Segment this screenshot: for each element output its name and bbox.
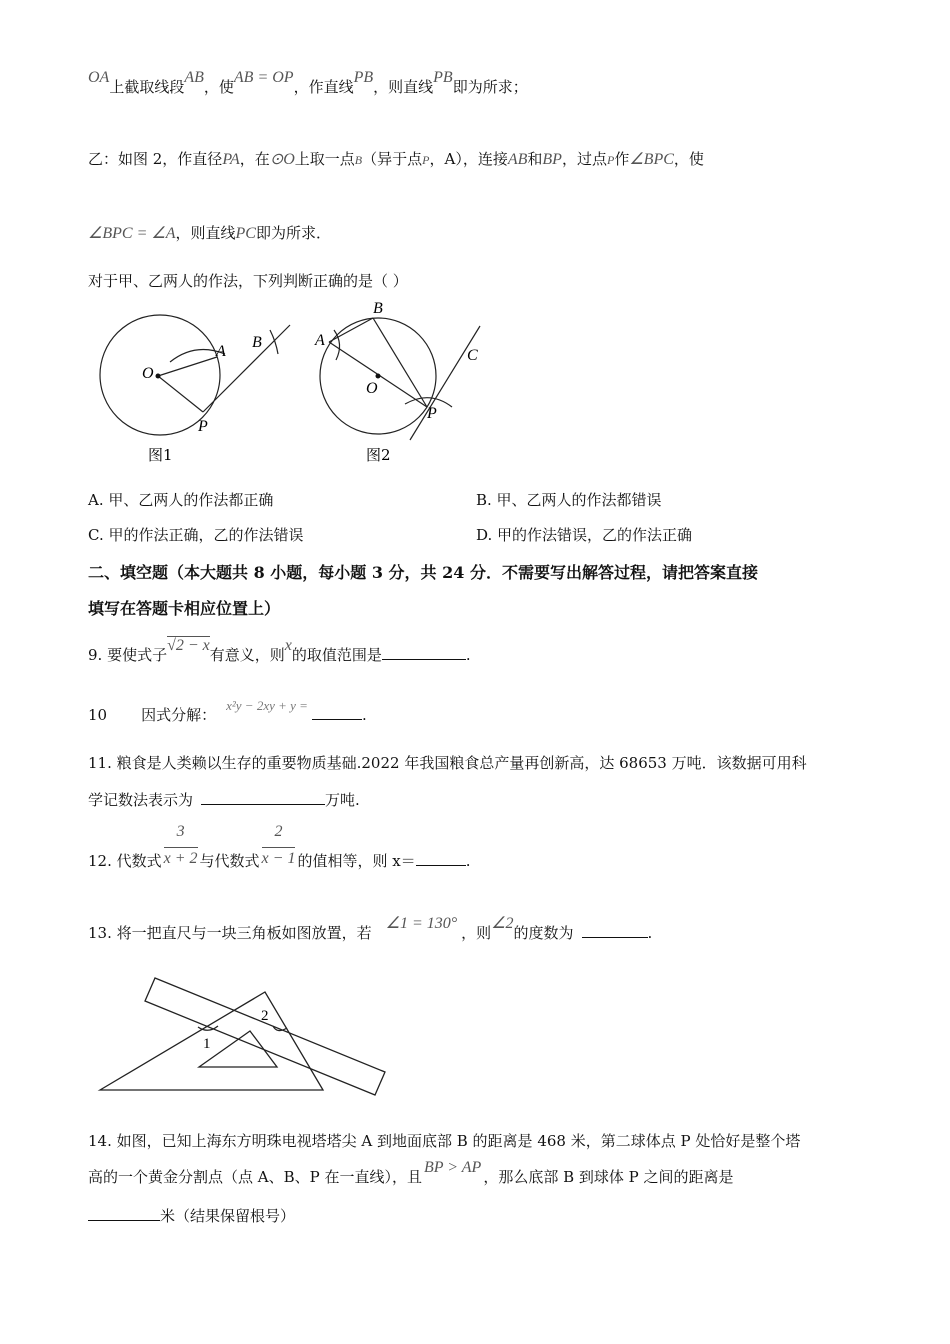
text: 9. 要使式子 (88, 646, 168, 664)
math-b: B (354, 153, 363, 167)
answer-blank-9[interactable] (382, 645, 466, 660)
arc-b (270, 330, 278, 354)
option-d[interactable]: D. 甲的作法错误，乙的作法正确 (476, 526, 693, 544)
point-o-fig1 (156, 374, 161, 379)
math-ab: AB (507, 151, 528, 168)
math-sqrt: √2 − x (167, 637, 210, 654)
answer-blank-10[interactable] (312, 705, 362, 720)
math-bp-gt-ap: BP > AP (424, 1159, 482, 1176)
text-line-1 (88, 69, 528, 97)
label-b-fig1: B (252, 334, 262, 351)
section-heading-line-2: 填写在答题卡相应位置上） (88, 599, 281, 618)
option-a[interactable]: A. 甲、乙两人的作法都正确 (88, 491, 274, 509)
text: 高的一个黄金分割点（点 A、B、P 在一直线），且 (88, 1168, 422, 1186)
text: （异于点 (362, 150, 423, 168)
answer-blank-14[interactable] (88, 1206, 160, 1221)
caption-fig2: 图2 (366, 446, 391, 464)
question-11-line-2 (88, 789, 360, 810)
math-circle-o: ⊙O (269, 151, 295, 168)
math-angle-2: ∠2 (491, 915, 514, 932)
answer-blank-13[interactable] (582, 923, 648, 938)
text: 乙：如图 2，作直径 (88, 150, 223, 168)
label-b-fig2: B (373, 300, 383, 317)
label-o-fig1: O (142, 365, 154, 382)
question-12 (88, 823, 470, 868)
math-angle-bpc: ∠BPC (629, 151, 674, 168)
text: ，在 (239, 150, 270, 168)
question-number: 10 (88, 706, 108, 724)
segment-bp (373, 318, 427, 407)
option-c[interactable]: C. 甲的作法正确，乙的作法错误 (88, 526, 304, 544)
label-a-fig2: A (315, 332, 325, 349)
text: . (465, 851, 471, 870)
text-line-2 (88, 148, 704, 169)
text: 有意义，则 (209, 646, 285, 664)
point-o-fig2 (376, 374, 381, 379)
option-b[interactable]: B. 甲、乙两人的作法都错误 (476, 491, 662, 509)
figure-2 (320, 318, 480, 440)
answer-blank-12[interactable] (416, 851, 466, 866)
numerator: 2 (262, 823, 296, 848)
math-oa: OA (88, 69, 110, 86)
math-angle-eq: ∠BPC = ∠A (88, 225, 176, 242)
label-p-fig1: P (198, 418, 208, 435)
segment-op (158, 376, 203, 412)
arc-near-a (334, 330, 340, 360)
text: 因式分解： (141, 706, 217, 724)
question-13 (88, 915, 653, 943)
text: 上取一点 (294, 150, 355, 168)
question-14-line-2 (88, 1159, 734, 1187)
question-14-line-1: 14. 如图，已知上海东方明珠电视塔塔尖 A 到地面底部 B 的距离是 468 米，第二球体点 P 处恰好是整个塔 (88, 1132, 801, 1150)
text: 与代数式 (199, 851, 260, 870)
text: ，A），连接 (429, 150, 508, 168)
text: 12. 代数式 (88, 851, 162, 870)
figure-1 (100, 315, 290, 435)
triangle-inner (199, 1031, 277, 1067)
text: 学记数法表示为 (88, 791, 194, 809)
text: . (361, 706, 367, 724)
math-x: x (284, 637, 292, 654)
question-10 (88, 698, 367, 725)
text: 即为所求． (255, 224, 331, 242)
answer-blank-11[interactable] (201, 790, 325, 805)
text: 的度数为 (513, 924, 574, 942)
text: 和 (527, 150, 543, 168)
text: . (647, 924, 653, 942)
text: ，作直线 (293, 78, 354, 96)
text: ，使 (203, 78, 234, 96)
text: . (465, 646, 471, 664)
denominator: x + 2 (163, 850, 198, 867)
ruler-triangle-figure (95, 968, 395, 1098)
text: ，则直线 (175, 224, 236, 242)
fraction-2 (262, 823, 296, 868)
section-heading-line-1: 二、填空题（本大题共 8 小题，每小题 3 分，共 24 分．不需要写出解答过程，请把答案直接 (88, 563, 758, 582)
math-bp: BP (542, 151, 562, 168)
label-a-fig1: A (216, 343, 226, 360)
geometry-figures (90, 292, 510, 472)
text: 即为所求； (452, 78, 528, 96)
triangle-outer (100, 992, 323, 1090)
math-pc: PC (235, 225, 256, 242)
math-angle-1: ∠1 = 130° (385, 915, 458, 932)
text: 万吨. (325, 791, 360, 809)
text: 上截取线段 (109, 78, 185, 96)
text: ，则 (461, 924, 492, 942)
question-14-line-3 (88, 1205, 295, 1226)
question-11-line-1: 11. 粮食是人类赖以生存的重要物质基础.2022 年我国粮食总产量再创新高，达 68653 万吨．该数据可用科 (88, 754, 807, 772)
text: 的取值范围是 (291, 646, 382, 664)
denominator: x − 1 (261, 850, 296, 867)
text-line-3 (88, 222, 331, 243)
numerator: 3 (164, 823, 198, 848)
fraction-1 (164, 823, 198, 868)
math-pa: PA (222, 151, 240, 168)
question-9 (88, 637, 471, 665)
ruler (145, 978, 385, 1095)
math-p-2: P (606, 153, 615, 167)
label-angle-1: 1 (203, 1036, 211, 1052)
math-pb: PB (353, 69, 374, 86)
math-p: P (422, 153, 430, 167)
text: 作 (614, 150, 630, 168)
text: 的值相等，则 x＝ (297, 851, 416, 870)
text: 米（结果保留根号） (160, 1207, 296, 1225)
label-c-fig2: C (467, 347, 478, 364)
math-pb-2: PB (433, 69, 453, 86)
math-ab: AB (184, 69, 204, 86)
text: ，过点 (561, 150, 607, 168)
label-o-fig2: O (366, 380, 378, 397)
caption-fig1: 图1 (148, 446, 173, 464)
segment-ab (329, 318, 373, 342)
question-prompt: 对于甲、乙两人的作法，下列判断正确的是（ ） (88, 272, 408, 290)
text: ，则直线 (373, 78, 434, 96)
text: 13. 将一把直尺与一块三角板如图放置，若 (88, 924, 372, 942)
line-pc (410, 326, 480, 440)
label-p-fig2: P (427, 405, 437, 422)
segment-oa (158, 357, 217, 376)
math-factor-expr: x²y − 2xy + y = (226, 698, 308, 713)
math-ab-eq-op: AB = OP (233, 69, 294, 86)
label-angle-2: 2 (261, 1008, 269, 1024)
text: ，那么底部 B 到球体 P 之间的距离是 (483, 1168, 734, 1186)
line-pb (203, 325, 290, 412)
text: ，使 (673, 150, 704, 168)
